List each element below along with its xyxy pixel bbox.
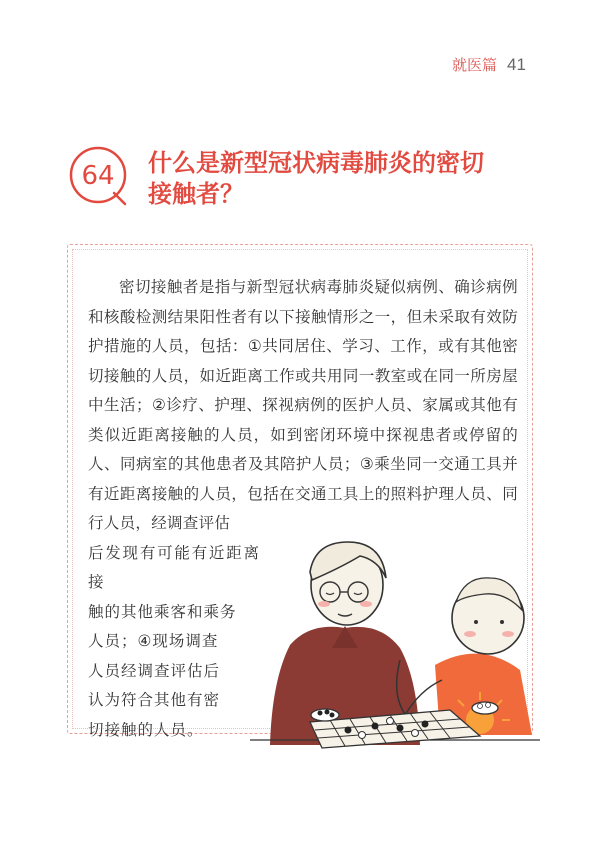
page-number: 41 (507, 54, 526, 74)
chess-bowl-black (311, 709, 339, 721)
text-line: 后发现有可能有近距离接 (88, 543, 260, 591)
text-line: 人员；④现场调查 (88, 632, 219, 650)
question-title-line-1: 什么是新型冠状病毒肺炎的密切 (148, 149, 484, 177)
answer-continuation (88, 539, 260, 746)
answer-paragraph: 密切接触者是指与新型冠状病毒肺炎疑似病例、确诊病例和核酸检测结果阳性者有以下接触情形之一，但未采取有效防护措施的人员，包括：①共同居住、学习、工作，或有其他密切接触的人员，如近距离工作或共用同一教室或在同一所房屋中生活；②诊疗、护理、探视病例的医护人员、家属或其他有类似近距离接触的人员，如到密闭环境中探视患者或停留的人、同病室的其他患者及其陪护人员；③乘坐同一交通工具并有近距离接触的人员，包括在交通工具上的照料护理人员、同行人员，经调查评估 (88, 278, 518, 532)
chess-bowl-white (472, 702, 498, 714)
question-title (148, 148, 528, 210)
two-people-playing-chess-illustration (250, 530, 540, 770)
text-line: 触的其他乘客和乘务 (88, 602, 237, 621)
section-title: 就医篇 (452, 56, 498, 74)
question-title-line-2: 接触者？ (148, 180, 244, 208)
child-figure (405, 578, 532, 735)
text-line: 切接触的人员。 (88, 720, 204, 739)
question-number-badge (68, 145, 130, 207)
text-line: 人员经调查评估后 (88, 661, 221, 680)
page-header (452, 54, 526, 75)
text-line: 认为符合其他有密 (88, 691, 221, 709)
question-number: 64 (81, 161, 115, 191)
